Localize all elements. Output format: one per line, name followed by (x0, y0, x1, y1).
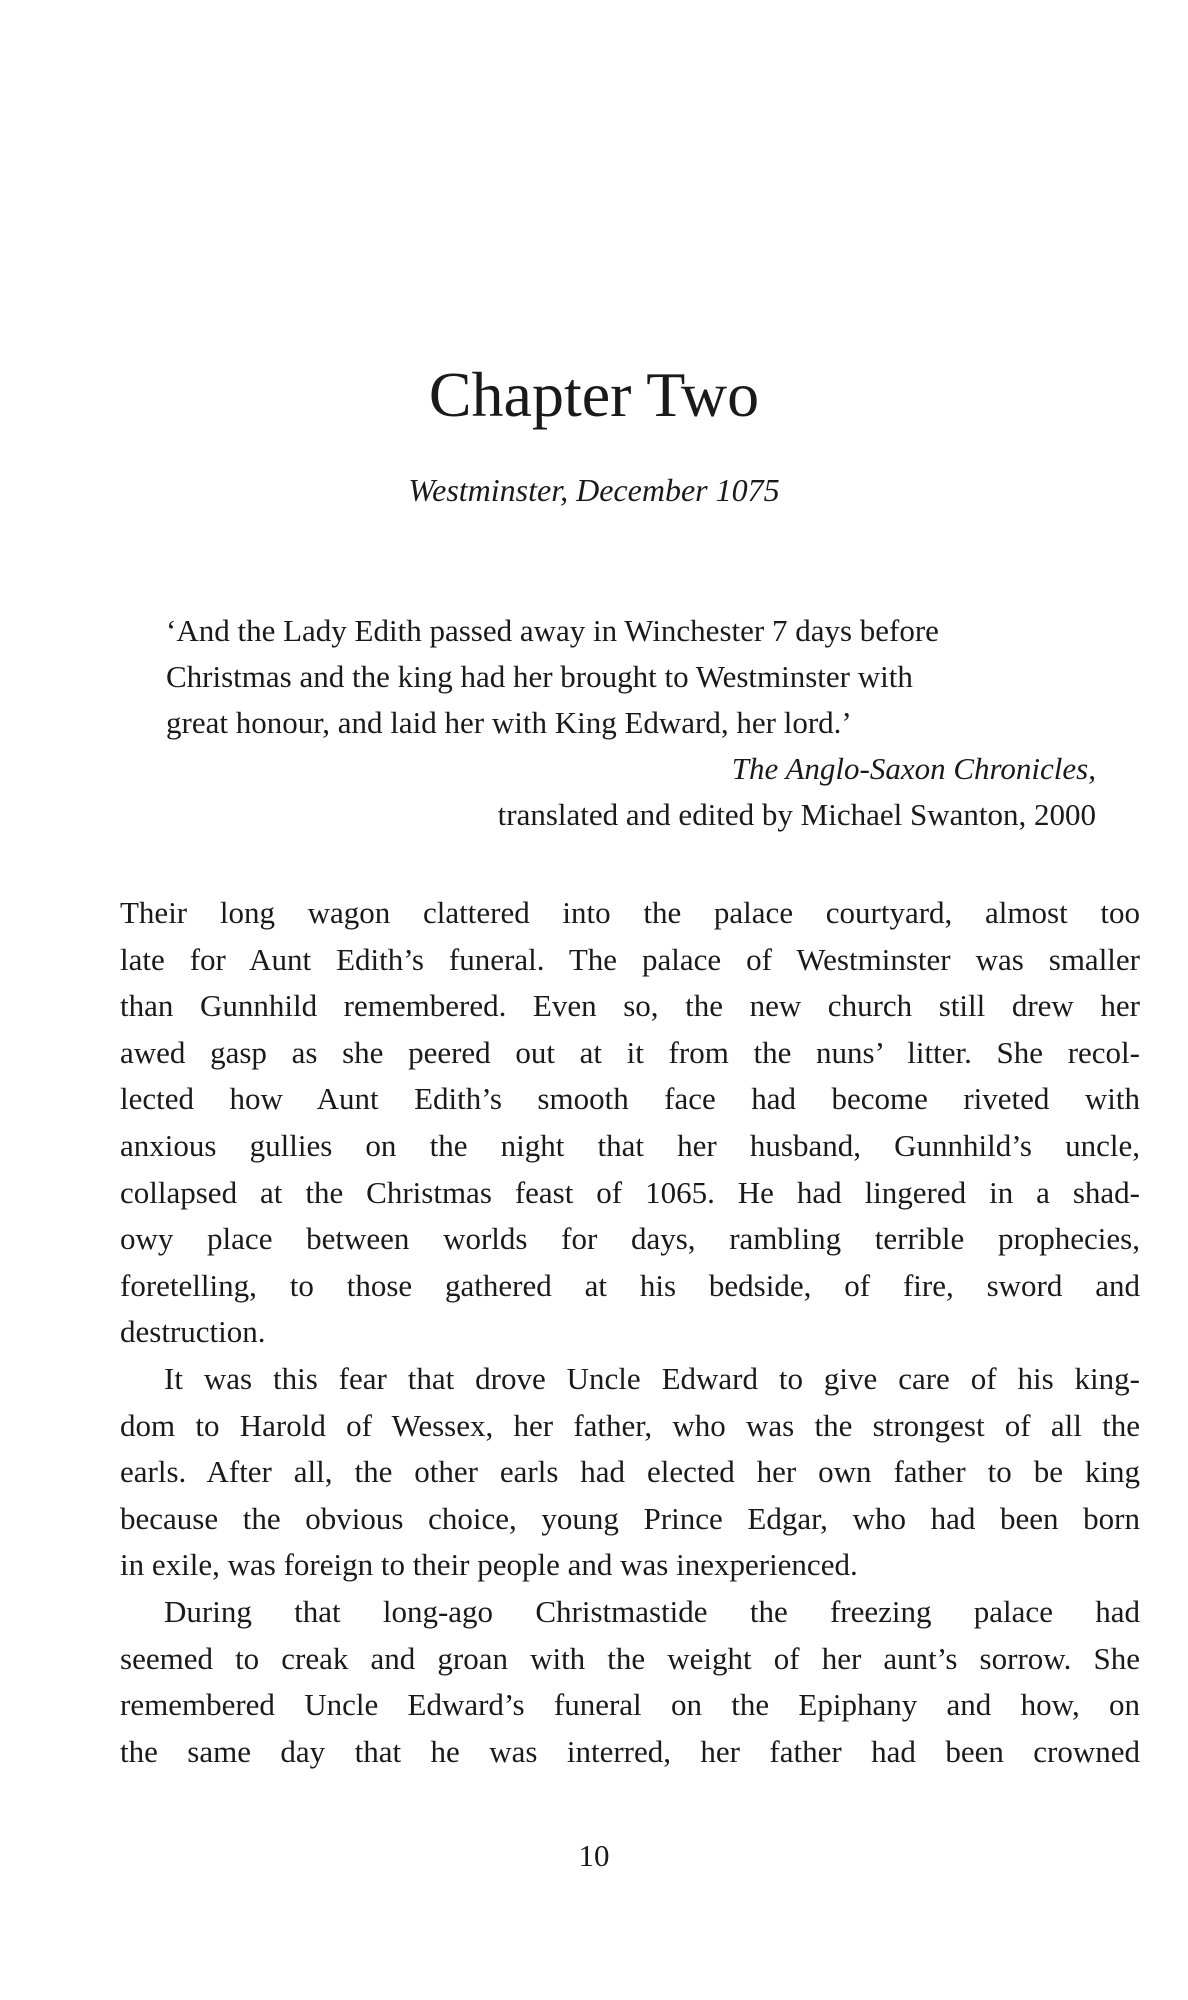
epigraph-credit: translated and edited by Michael Swanton, 2000 (497, 797, 1096, 832)
epigraph-line: Christmas and the king had her brought to Westminster with (166, 659, 913, 694)
text-line: foretelling, to those gathered at his bedside, of fire, sword and (120, 1267, 1140, 1303)
text-line: destruction. (120, 1314, 266, 1350)
epigraph-source: The Anglo-Saxon Chronicles, (731, 751, 1096, 786)
text-line: than Gunnhild remembered. Even so, the new church still drew her (120, 988, 1140, 1024)
text-line: earls. After all, the other earls had elected her own father to be king (120, 1454, 1140, 1490)
text-line: During that long-ago Christmastide the freezing palace had (164, 1593, 1140, 1629)
text-line: dom to Harold of Wessex, her father, who was the strongest of all the (120, 1407, 1140, 1443)
text-line: lected how Aunt Edith’s smooth face had become riveted with (120, 1081, 1140, 1117)
text-line: awed gasp as she peered out at it from the nuns’ litter. She recol- (120, 1034, 1140, 1070)
text-line: anxious gullies on the night that her husband, Gunnhild’s uncle, (120, 1127, 1140, 1163)
text-line: remembered Uncle Edward’s funeral on the Epiphany and how, on (120, 1687, 1140, 1723)
text-line: the same day that he was interred, her father had been crowned (120, 1733, 1140, 1769)
chapter-title: Chapter Two (428, 359, 760, 430)
text-line: Their long wagon clattered into the palace courtyard, almost too (120, 895, 1140, 930)
text-line: It was this fear that drove Uncle Edward to give care of his king- (164, 1360, 1140, 1396)
body-text (120, 890, 1140, 1775)
text-line: in exile, was foreign to their people and was inexperienced. (120, 1547, 858, 1583)
chapter-location: Westminster, December 1075 (408, 472, 780, 508)
text-line: seemed to creak and groan with the weight of her aunt’s sorrow. She (120, 1640, 1140, 1676)
text-line: collapsed at the Christmas feast of 1065. He had lingered in a shad- (120, 1174, 1140, 1210)
epigraph-quote (166, 608, 1096, 746)
text-line: late for Aunt Edith’s funeral. The palace of Westminster was smaller (120, 941, 1140, 977)
text-line: owy place between worlds for days, rambling terrible prophecies, (120, 1221, 1140, 1257)
epigraph-line: great honour, and laid her with King Edward, her lord.’ (166, 705, 852, 740)
page-number: 10 (578, 1838, 610, 1873)
epigraph-line: ‘And the Lady Edith passed away in Winchester 7 days before (166, 613, 939, 648)
text-line: because the obvious choice, young Prince Edgar, who had been born (120, 1500, 1140, 1536)
